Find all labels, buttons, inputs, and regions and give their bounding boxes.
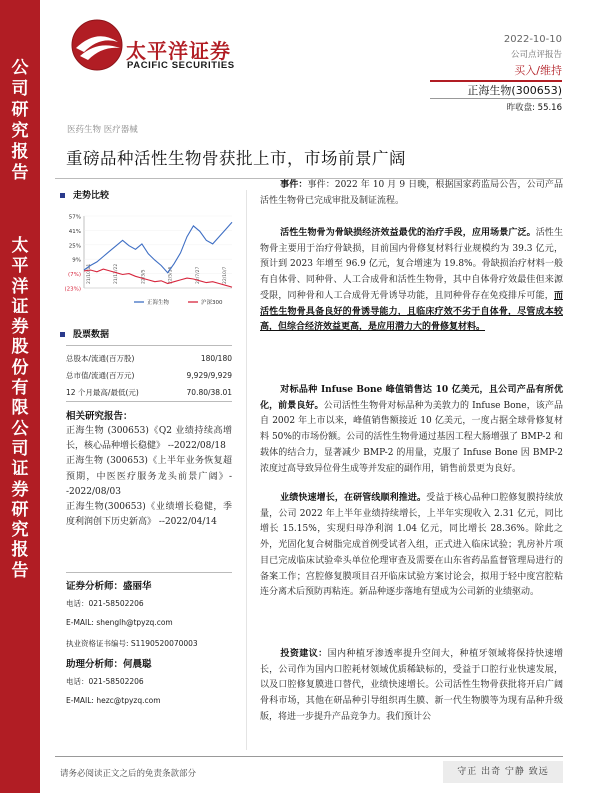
- sidebar-bottom-char: 券: [11, 317, 29, 338]
- report-date: 2022-10-10: [503, 34, 562, 45]
- assistant-analyst-email[interactable]: E-MAIL: hezc@tpyzq.com: [66, 696, 161, 705]
- industry-category: 医药生物 医疗器械: [67, 125, 138, 135]
- paragraph-market-underlined: 而活性生物骨具备良好的骨诱导能力，且临床疗效不劣于自体骨，尽管成本较高，但综合经济效益更高，是应用潜力大的骨修复材料。: [260, 290, 563, 333]
- sidebar-bottom-char: 告: [11, 560, 29, 581]
- sidebar-top-char: 公: [11, 58, 29, 78]
- chart-heading: [60, 188, 109, 201]
- sidebar-top-char: 报: [11, 142, 29, 162]
- last-close-price: 昨收盘: 55.16: [506, 103, 562, 113]
- footer-disclaimer: 请务必阅读正文之后的免责条款部分: [60, 769, 197, 779]
- sidebar-bottom-label: [0, 236, 40, 581]
- chart-y-tick-label: 9%: [72, 257, 81, 264]
- chart-x-tick-label: 22/3/5: [141, 269, 147, 284]
- bullet-square-icon: [60, 193, 65, 198]
- chart-x-tick-label: 21/12/22: [114, 263, 120, 284]
- column-divider: [246, 190, 247, 750]
- logo-english-name: PACIFIC SECURITIES: [127, 60, 235, 71]
- paragraph-market-text: 活性生物骨主要用于治疗骨缺损，目前国内骨修复材料行业规模约为 39.3 亿元，预计到 2023 年增至 96.9 亿元，复合增速为 19.8%。骨缺损治疗材料一般有自体骨、同种骨、人工合成骨和活性生物骨，其中自体骨疗效最佳但来源受限，同种骨和人工合成骨无骨诱导功能，且同种骨存在免疫排斥可能，: [260, 228, 563, 301]
- stock-data-label: 12 个月最高/最低(元): [66, 388, 139, 397]
- chart-legend-label: 正海生物: [147, 300, 170, 306]
- logo-emblem-icon: [70, 18, 124, 72]
- chart-legend-label: 沪深300: [201, 300, 223, 306]
- stock-data-table: [66, 350, 232, 401]
- lead-analyst-email[interactable]: E-MAIL: shenglh@tpyzq.com: [66, 618, 173, 627]
- sidebar-bottom-char: 太: [11, 236, 29, 256]
- sidebar-bottom-char: 公: [11, 418, 29, 439]
- paragraph-investment: [260, 647, 563, 726]
- paragraph-benchmark: [260, 383, 563, 477]
- sidebar-bottom-char: 股: [11, 337, 29, 358]
- paragraph-market: [260, 226, 563, 336]
- sidebar-bottom-char: 报: [11, 540, 29, 561]
- chart-y-tick-label: 41%: [68, 228, 81, 235]
- stock-data-row: [66, 384, 232, 401]
- paragraph-benchmark-text: 公司活性生物骨对标品种为美敦力的 Infuse Bone，该产品自 2002 年上市以来，峰值销售额接近 10 亿美元，一度占据全球骨修复材料 50%的市场份额。公司的活性生物骨通过基因工程大肠增强了 BMP-2 和载体的结合力，显著减少 BMP-2 的用量，克服了 Infuse Bone 因 BMP-2 浓度过高导致异位骨生成等并发症的副作用，销售前景更为良好。: [260, 400, 563, 474]
- paragraph-investment-text: 国内种植牙渗透率提升空间大，种植牙领域将保持快速增长，公司作为国内口腔耗材领域优质稀缺标的，受益于口腔行业快速发展，以及口腔修复膜进口替代，业绩快速增长。公司活性生物骨获批将开启广阔骨科市场，其他在研品种引导组织再生膜、新一代生物膜等为现有品种升级版，将进一步提升产品竞争力。我们预计公: [260, 649, 563, 722]
- chart-series-line: [84, 222, 232, 272]
- sidebar-bottom-char: 究: [11, 520, 29, 541]
- paragraph-performance-head: 业绩快速增长，在研管线顺利推进。: [280, 493, 427, 503]
- price-trend-chart: [60, 210, 240, 310]
- related-report-item[interactable]: 正海生物 (300653)《上半年业务恢复超预期，中医医疗服务龙头前景广阔》--2022/08/03: [66, 456, 232, 497]
- footer-motto: 守正 出奇 宁静 致远: [443, 761, 563, 783]
- sidebar-bottom-char: 券: [11, 479, 29, 500]
- footer-rule: [55, 756, 563, 757]
- report-title: 重磅品种活性生物骨获批上市，市场前景广阔: [66, 149, 406, 168]
- chart-x-tick-label: 21/10/11: [87, 263, 92, 284]
- chart-y-tick-label: 25%: [68, 243, 81, 250]
- sidebar-bottom-char: 司: [11, 438, 29, 459]
- header-divider-gray: [430, 98, 562, 99]
- lead-analyst-phone: 电话：021-58502206: [66, 599, 144, 608]
- related-reports-heading: 相关研究报告：: [66, 411, 133, 422]
- assistant-analyst-phone: 电话：021-58502206: [66, 677, 144, 686]
- stock-name: 正海生物(300653): [467, 84, 562, 97]
- stock-data-heading: [60, 327, 109, 340]
- stock-data-label: 总市值/流通(百万元): [66, 371, 135, 380]
- rating-badge: 买入/维持: [514, 64, 562, 77]
- sidebar-bottom-char: 证: [11, 459, 29, 480]
- chart-y-tick-label: 57%: [68, 214, 81, 221]
- related-reports-list: [66, 424, 232, 530]
- event-label: 事件：: [280, 180, 308, 190]
- sidebar-bottom-char: 限: [11, 398, 29, 419]
- analyst-top-rule: [66, 572, 232, 573]
- sidebar-bottom-char: 平: [11, 256, 29, 277]
- stock-data-value: 70.80/38.01: [186, 388, 232, 397]
- sidebar-bottom-char: 证: [11, 296, 29, 317]
- left-sidebar: [0, 0, 40, 793]
- sidebar-top-char: 研: [11, 100, 29, 120]
- event-paragraph: [260, 178, 563, 209]
- stats-top-rule: [66, 345, 232, 346]
- assistant-analyst-name: 助理分析师：何晨聪: [66, 659, 152, 670]
- sidebar-top-char: 究: [11, 121, 29, 141]
- stock-data-label: 总股本/流通(百万股): [66, 354, 135, 363]
- chart-x-tick-label: 22/10/7: [223, 266, 228, 284]
- lead-analyst-cert: 执业资格证书编号: S1190520070003: [66, 639, 198, 648]
- paragraph-performance: [260, 491, 563, 601]
- stock-data-heading-text: 股票数据: [73, 330, 110, 340]
- chart-y-tick-label: (7%): [67, 272, 81, 279]
- stats-bottom-rule: [66, 401, 232, 402]
- sidebar-top-char: 告: [11, 163, 29, 183]
- stock-data-row: [66, 367, 232, 384]
- sidebar-bottom-char: 有: [11, 378, 29, 399]
- stock-data-value: 9,929/9,929: [186, 371, 232, 380]
- paragraph-market-head: 活性生物骨为骨缺损经济效益最优的治疗手段，应用场景广泛。: [280, 228, 536, 238]
- sidebar-top-char: 司: [11, 79, 29, 99]
- bullet-square-icon: [60, 332, 65, 337]
- paragraph-investment-head: 投资建议：: [280, 649, 328, 659]
- event-text: 事件：2022 年 10 月 9 日晚，根据国家药监局公告，公司产品活性生物骨已完成审批及制证流程。: [260, 180, 563, 206]
- company-logo: [70, 12, 270, 72]
- paragraph-benchmark-head: 对标品种 Infuse Bone 峰值销售达 10 亿美元，且公司产品有所优化，前景良好。: [260, 385, 563, 411]
- stock-data-value: 180/180: [200, 354, 232, 363]
- lead-analyst-name: 证券分析师：盛丽华: [66, 581, 152, 592]
- paragraph-performance-text: 受益于核心品种口腔修复膜持续放量，公司 2022 年上半年业绩持续增长，上半年实现收入 2.31 亿元，同比增长 15.15%，实现归母净利润 1.04 亿元，同比增长 28.36%。除此之外，光固化复合树脂完成首例受试者入组，正式进入临床试验；乳房补片项目已完成临床试验牵头单位伦理审查及需要在山东省药品监督管理局进行的备案工作；宫腔修复膜项目召开临床试验方案讨论会，拟用于轻中度宫腔粘连分离术后预防再粘连。新品种逐步落地有望成为公司新的业绩驱动。: [260, 493, 563, 598]
- related-report-item[interactable]: 正海生物 (300653)《Q2 业绩持续高增长，核心品种增长稳健》 --2022/08/18: [66, 426, 232, 452]
- sidebar-bottom-char: 份: [11, 357, 29, 378]
- sidebar-top-label: [0, 58, 40, 184]
- report-type: 公司点评报告: [510, 50, 562, 60]
- related-report-item[interactable]: 正海生物(300653)《业绩增长稳健，季度利润创下历史新高》 --2022/04/14: [66, 502, 232, 528]
- chart-heading-text: 走势比较: [73, 191, 110, 201]
- sidebar-bottom-char: 洋: [11, 276, 29, 297]
- logo-chinese-name: 太平洋证券: [126, 39, 231, 63]
- chart-x-tick-label: 22/7/27: [195, 266, 201, 284]
- sidebar-bottom-char: 研: [11, 499, 29, 520]
- chart-x-tick-label: 22/5/16: [168, 266, 174, 284]
- chart-y-tick-label: (23%): [64, 286, 81, 293]
- report-meta: [504, 33, 562, 78]
- chart-series-line: [84, 266, 232, 287]
- stock-data-row: [66, 350, 232, 367]
